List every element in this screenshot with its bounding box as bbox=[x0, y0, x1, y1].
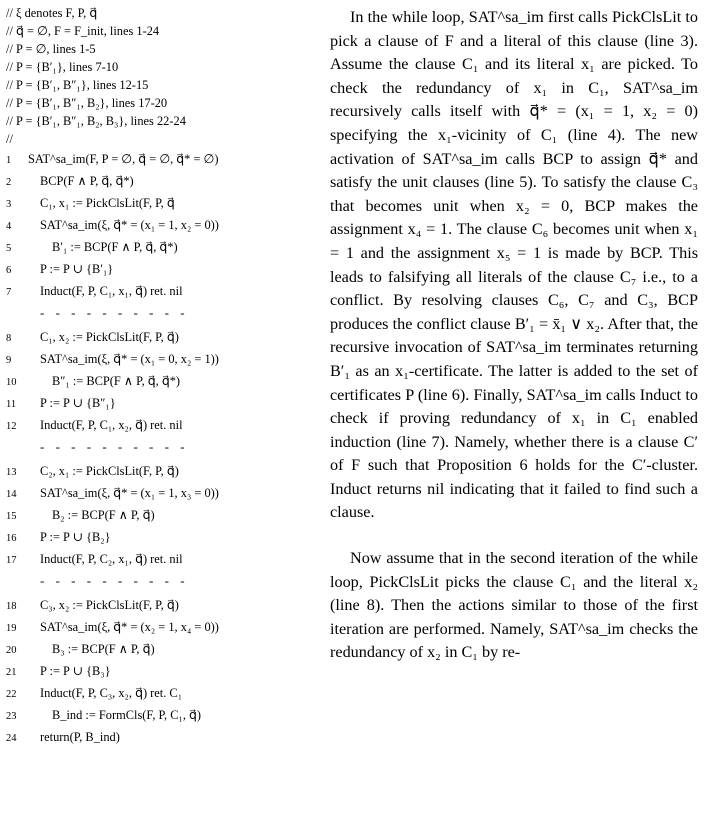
code-line-4: 4 SAT^sa_im(ξ, q⃗* = (x₁ = 1, x₂ = 0)) bbox=[6, 218, 219, 232]
comment-line: // q⃗ = ∅, F = F_init, lines 1-24 bbox=[6, 24, 160, 38]
code-line-22: 22 Induct(F, P, C₃, x₂, q⃗) ret. C₁ bbox=[6, 686, 183, 700]
code-line-2: 2 BCP(F ∧ P, q⃗, q⃗*) bbox=[6, 174, 134, 188]
separator: - - - - - - - - - - bbox=[40, 305, 189, 320]
code-line-13: 13 C₂, x₁ := PickClsLit(F, P, q⃗) bbox=[6, 464, 179, 478]
code-line-20: 20 B₃ := BCP(F ∧ P, q⃗) bbox=[6, 642, 155, 656]
comment-line: // P = {B′₁, B″₁, B₂}, lines 17-20 bbox=[6, 96, 168, 110]
comment-line: // P = {B′₁, B″₁}, lines 12-15 bbox=[6, 78, 149, 92]
code-line-17: 17 Induct(F, P, C₂, x₁, q⃗) ret. nil bbox=[6, 552, 183, 566]
code-line-18: 18 C₃, x₂ := PickClsLit(F, P, q⃗) bbox=[6, 598, 179, 612]
algorithm-listing bbox=[6, 0, 326, 831]
code-line-7: 7 Induct(F, P, C₁, x₁, q⃗) ret. nil bbox=[6, 284, 183, 298]
code-line-24: 24 return(P, B_ind) bbox=[6, 730, 120, 744]
comment-line: // P = {B′₁, B″₁, B₂, B₃}, lines 22-24 bbox=[6, 114, 186, 128]
code-line-6: 6 P := P ∪ {B′₁} bbox=[6, 262, 114, 276]
code-line-12: 12 Induct(F, P, C₁, x₂, q⃗) ret. nil bbox=[6, 418, 183, 432]
code-line-16: 16 P := P ∪ {B₂} bbox=[6, 530, 111, 544]
separator: - - - - - - - - - - bbox=[40, 573, 189, 588]
code-line-19: 19 SAT^sa_im(ξ, q⃗* = (x₂ = 1, x₄ = 0)) bbox=[6, 620, 219, 634]
code-line-11: 11 P := P ∪ {B″₁} bbox=[6, 396, 116, 410]
code-line-3: 3 C₁, x₁ := PickClsLit(F, P, q⃗ bbox=[6, 196, 175, 210]
code-line-8: 8 C₁, x₂ := PickClsLit(F, P, q⃗) bbox=[6, 330, 179, 344]
comment-line: // P = {B′₁}, lines 7-10 bbox=[6, 60, 119, 74]
code-line-15: 15 B₂ := BCP(F ∧ P, q⃗) bbox=[6, 508, 155, 522]
code-line-23: 23 B_ind := FormCls(F, P, C₁, q⃗) bbox=[6, 708, 202, 722]
separator: - - - - - - - - - - bbox=[40, 439, 189, 454]
code-line-5: 5 B′₁ := BCP(F ∧ P, q⃗, q⃗*) bbox=[6, 240, 178, 254]
code-line-14: 14 SAT^sa_im(ξ, q⃗* = (x₁ = 1, x₃ = 0)) bbox=[6, 486, 219, 500]
code-line-10: 10 B″₁ := BCP(F ∧ P, q⃗, q⃗*) bbox=[6, 374, 181, 388]
paragraph-second-iteration: Now assume that in the second iteration of the while loop, PickClsLit picks the clause C₁ and the literal x₂ (line 8). Then the actions similar to those of the first iteration are performed. Namely, SAT^sa_im checks the redundancy of x₂ in C₁ by re- bbox=[330, 549, 698, 662]
comment-line: // ξ denotes F, P, q⃗ bbox=[6, 6, 98, 20]
body-text bbox=[330, 6, 698, 665]
comment-line: // bbox=[6, 132, 13, 146]
code-line-21: 21 P := P ∪ {B₃} bbox=[6, 664, 111, 678]
code-line-1: 1 SAT^sa_im(F, P = ∅, q⃗ = ∅, q⃗* = ∅) bbox=[6, 152, 219, 166]
comment-line: // P = ∅, lines 1-5 bbox=[6, 42, 96, 56]
code-line-9: 9 SAT^sa_im(ξ, q⃗* = (x₁ = 0, x₂ = 1)) bbox=[6, 352, 219, 366]
paragraph-while-loop: In the while loop, SAT^sa_im first calls PickClsLit to pick a clause of F and a literal of this clause (line 3). Assume the clause C₁ and its literal x₁ are picked. To check the redundancy of x₁ in C₁, SAT^sa_im recursively calls itself with q⃗* = (x₁ = 1, x₂ = 0) specifying the x₁-vicinity of C₁ (line 4). The new activation of SAT^sa_im calls BCP to assign q⃗* and satisfy the unit clauses (line 5). To satisfy the clause C₃ that becomes unit when x₂ = 0, BCP makes the assignment x₄ = 1. The clause C₆ becomes unit when x₁ = 1 and the assignment x₅ = 1 is made by BCP. This leads to falsifying all literals of the clause C₇ i.e., to a conflict. By resolving clauses C₆, C₇ and C₃, BCP produces the conflict clause B′₁ = x̄₁ ∨ x₂. After that, the recursive invocation of SAT^sa_im terminates returning B′₁ as an x₁-certificate. The latter is added to the set of certificates P (line 6). Finally, SAT^sa_im calls Induct to check if proving redundancy of x₁ in C₁ enabled induction (line 7). Namely, whether there is a clause C′ of F such that Proposition 6 holds for the C′-cluster. Induct returns nil indicating that it failed to find such a clause. bbox=[330, 8, 698, 522]
